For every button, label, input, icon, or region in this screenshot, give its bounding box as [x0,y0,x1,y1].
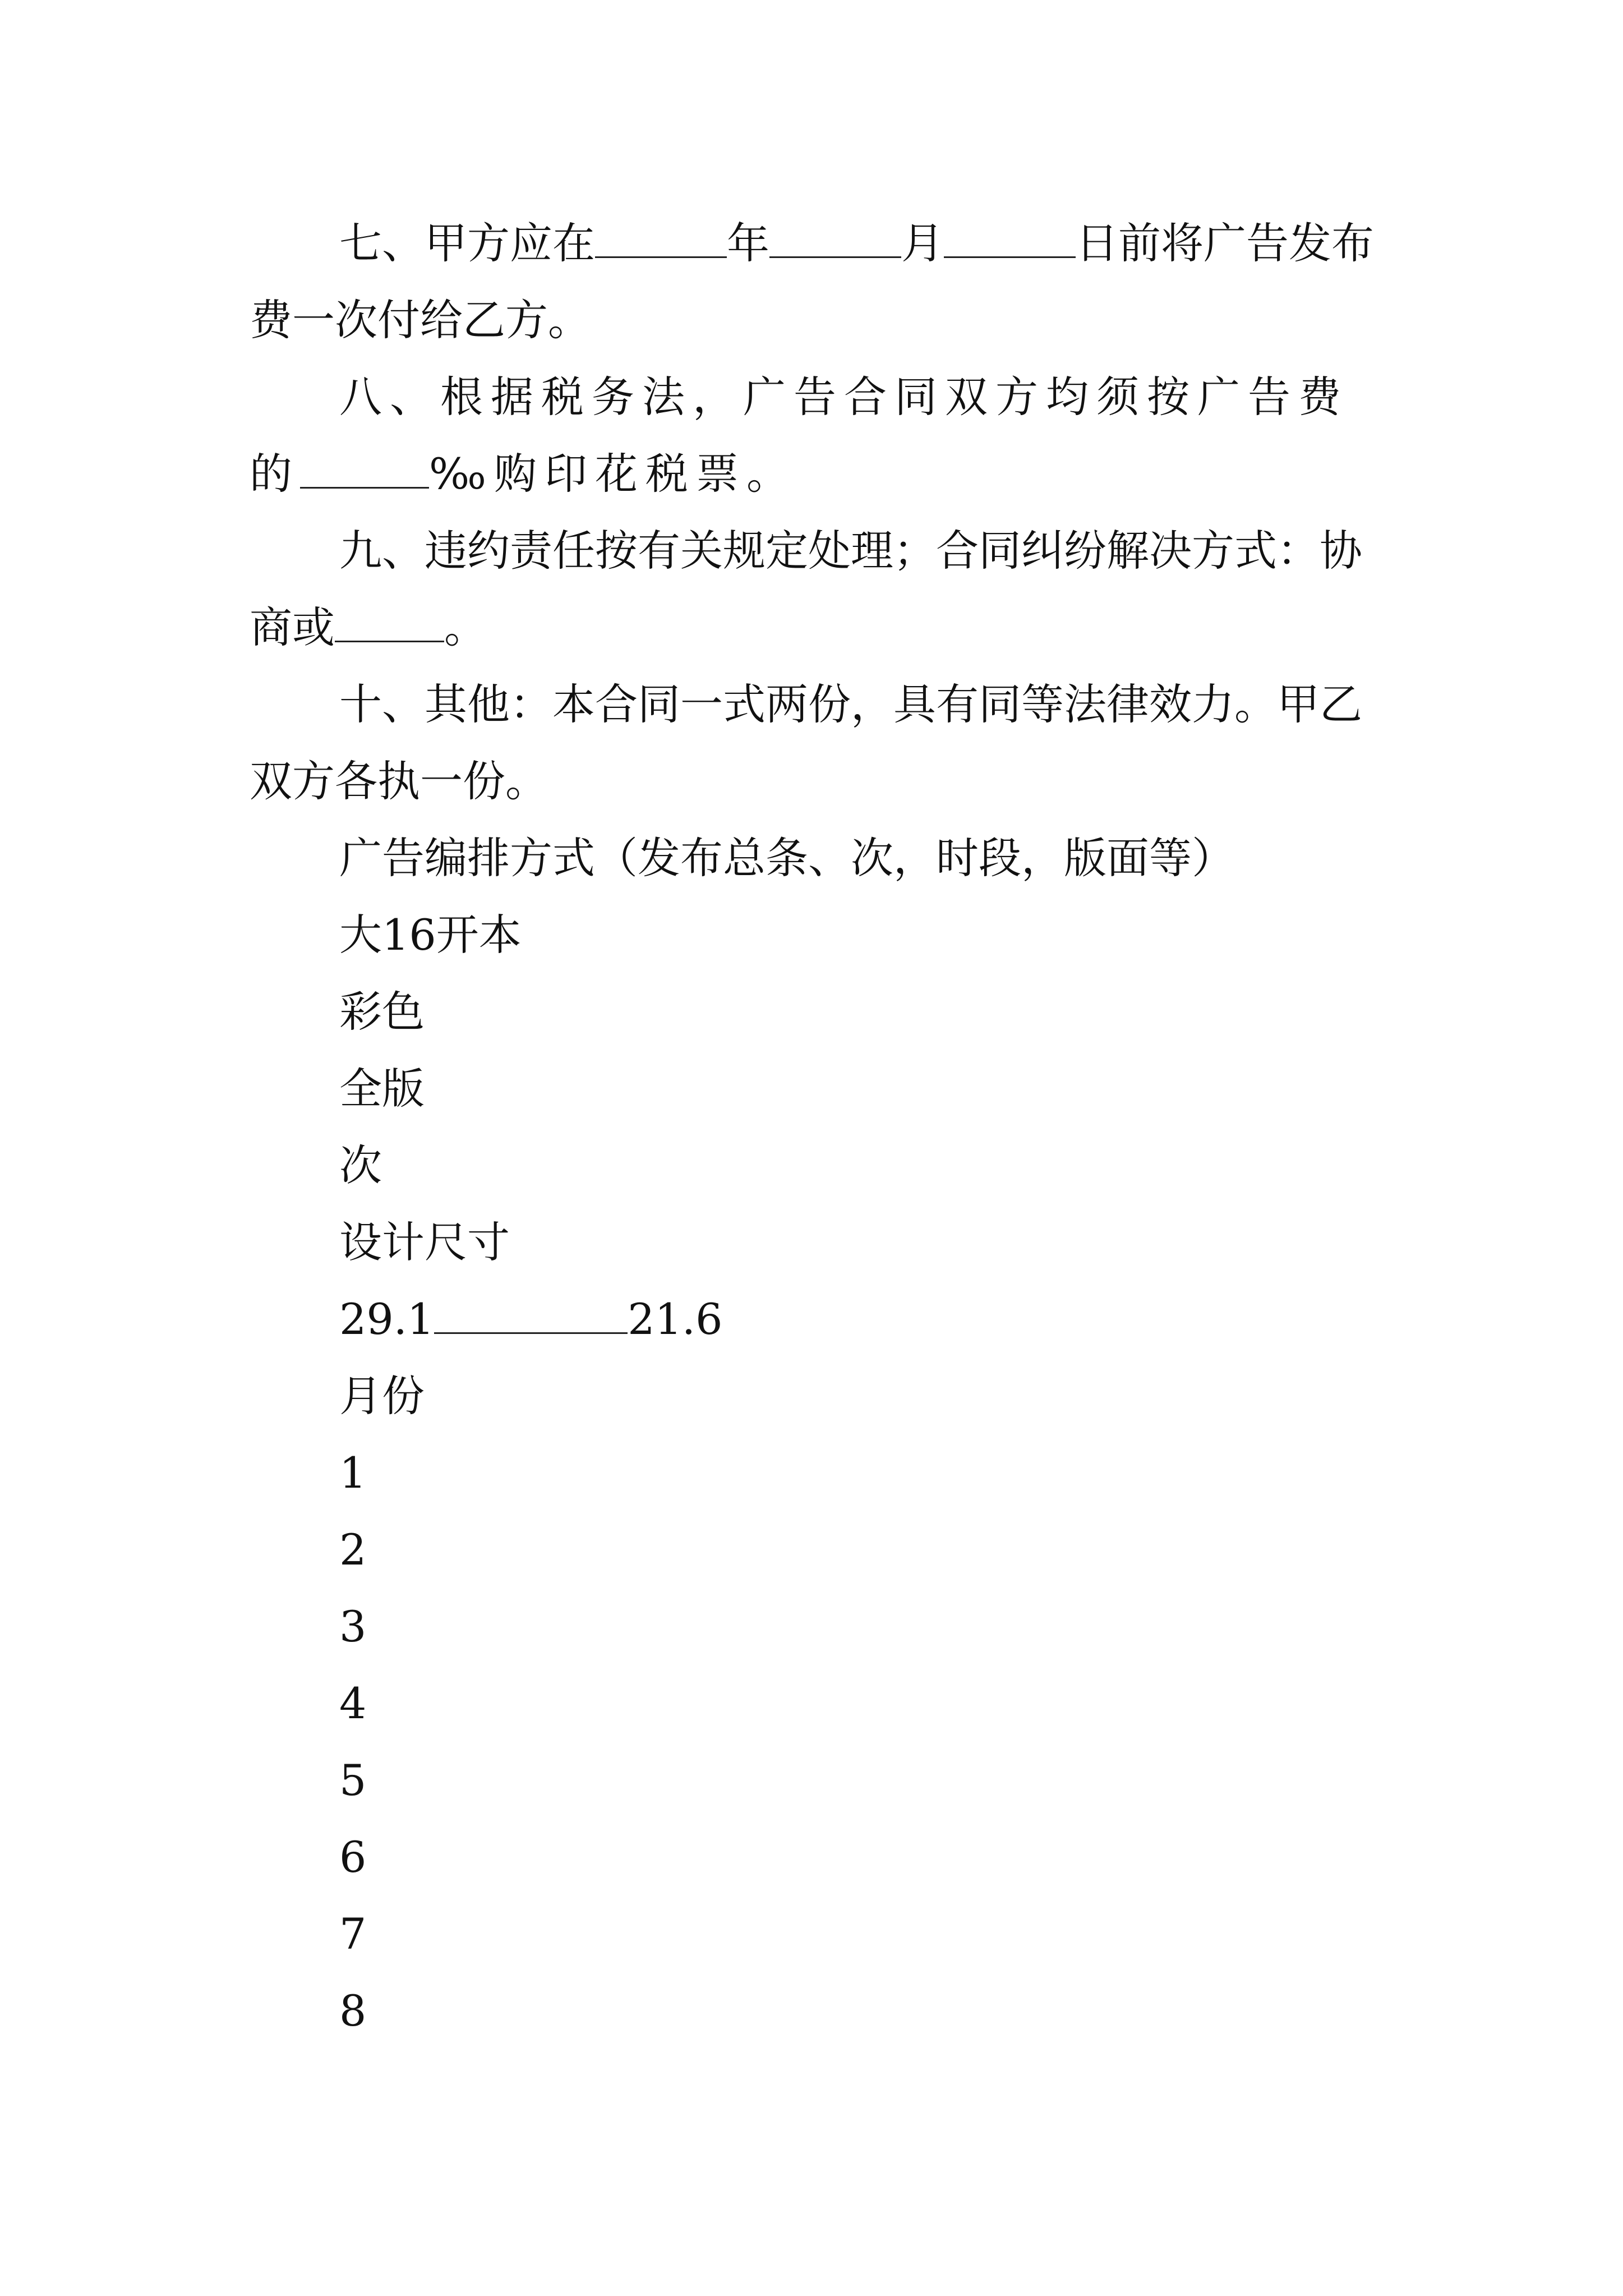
month-item: 4 [339,1678,367,1728]
clause-7 [250,205,1388,358]
month-item: 8 [339,1986,367,2036]
arrangement-size: 大16开本 [339,910,522,960]
clause-10-text: 十、其他：本合同一式两份，具有同等法律效力。甲乙双方各执一份。 [250,679,1362,806]
clause-8-text-2: ‰购印花税票。 [429,449,797,499]
month-item: 6 [339,1832,367,1882]
dimension-blank [434,1293,628,1334]
month-blank [769,217,901,258]
clause-7-year: 年 [727,218,769,268]
month-item: 1 [339,1448,367,1498]
year-blank [595,217,727,258]
clause-7-month: 月 [901,218,944,268]
clause-8-text-1: 八、根据税务法，广告合同双方均须按广告费的 [250,372,1349,499]
arrangement-times: 次 [339,1140,382,1190]
clause-10 [250,666,1388,820]
arrangement-heading: 广告编排方式（发布总条、次，时段，版面等） [339,833,1234,883]
stamp-tax-blank [300,448,429,489]
arrangement-color: 彩色 [339,987,425,1037]
arrangement-layout: 全版 [339,1064,425,1114]
design-dimensions [339,1281,722,1358]
clause-7-text-1: 七、甲方应在 [339,218,595,268]
month-label: 月份 [339,1371,425,1421]
dimension-a: 29.1 [339,1294,435,1344]
month-item: 7 [339,1909,367,1959]
clause-8 [250,358,1388,512]
day-blank [944,217,1076,258]
clause-7-text-2: 日前将广告发布费一次付给乙方。 [250,218,1374,345]
month-item: 5 [339,1755,367,1805]
month-item: 3 [339,1602,367,1651]
clause-9-text-1: 九、违约责任按有关规定处理；合同纠纷解决方式：协商或 [250,526,1362,652]
dimension-b: 21.6 [628,1294,723,1344]
dispute-blank [335,601,444,642]
month-item: 2 [339,1525,367,1575]
clause-9 [250,512,1388,666]
design-size-label: 设计尺寸 [339,1217,510,1267]
clause-9-text-2: 。 [444,602,487,652]
